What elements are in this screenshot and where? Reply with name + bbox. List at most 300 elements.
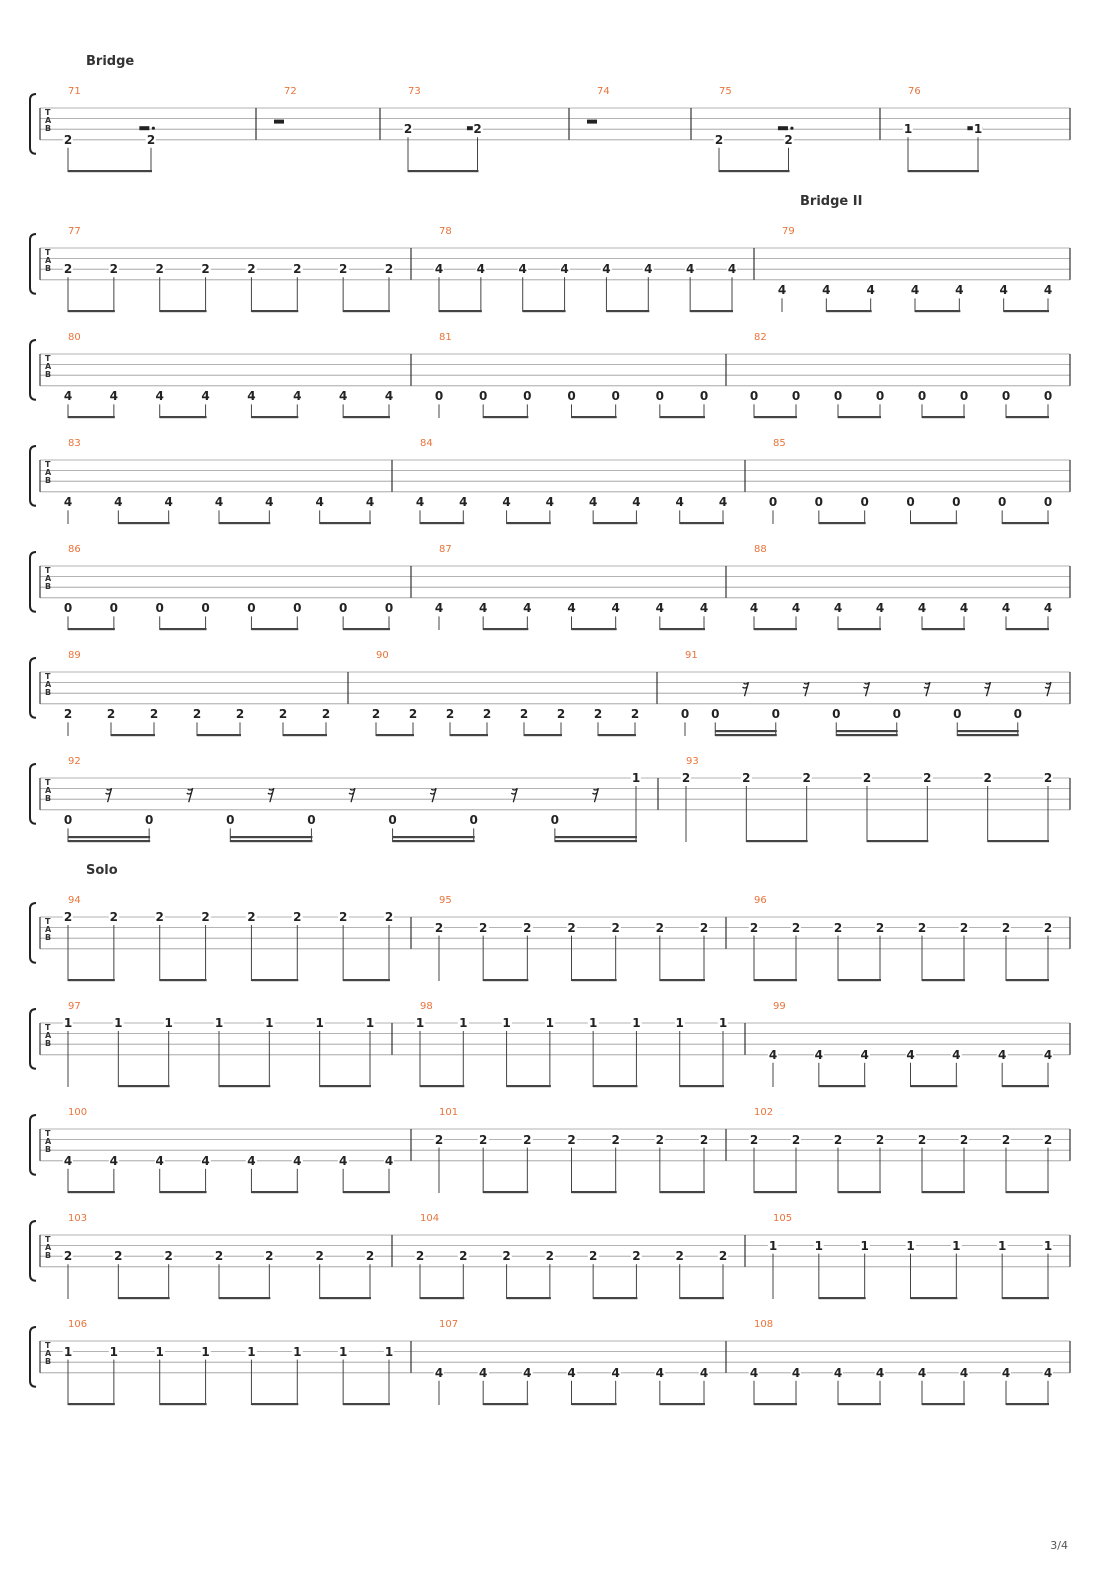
- fret-number: 4: [655, 601, 665, 616]
- fret-number: 4: [545, 495, 555, 510]
- fret-number: 2: [293, 910, 302, 924]
- measure-number: 101: [439, 1107, 459, 1118]
- system-bracket: [30, 1009, 36, 1069]
- measure-number: 91: [685, 650, 698, 661]
- fret-number: 4: [247, 389, 256, 404]
- fret-number: 1: [164, 1016, 173, 1030]
- tab-clef-letter: T: [45, 247, 51, 257]
- fret-number: 4: [293, 1153, 302, 1168]
- fret-number: 1: [768, 1238, 778, 1253]
- fret-number: 2: [434, 1132, 444, 1147]
- tab-clef-letter: T: [45, 459, 51, 469]
- fret-number: 2: [699, 920, 709, 935]
- fret-number: 2: [742, 771, 751, 785]
- measure-number: 72: [284, 86, 297, 97]
- fret-number: 0: [791, 389, 801, 404]
- beam: [251, 310, 298, 312]
- measure-number: 75: [719, 86, 732, 97]
- tab-clef-letter: T: [45, 1340, 51, 1350]
- fret-number: 4: [567, 1365, 576, 1380]
- beam: [911, 1297, 958, 1299]
- fret-number: 2: [247, 910, 256, 924]
- measure-number: 104: [420, 1213, 440, 1224]
- fret-number: 4: [415, 495, 425, 510]
- fret-number: 0: [384, 601, 394, 616]
- beam: [819, 1297, 866, 1299]
- beam: [450, 734, 488, 736]
- fret-number: 4: [685, 262, 695, 277]
- beam: [660, 628, 705, 630]
- fret-number: 4: [523, 601, 532, 616]
- beam: [660, 1191, 705, 1193]
- fret-number: 2: [371, 707, 381, 722]
- beam: [420, 1297, 464, 1299]
- fret-number: 2: [403, 122, 413, 137]
- fret-number: 1: [631, 771, 641, 785]
- fret-number: 2: [201, 910, 210, 924]
- system-bracket: [30, 94, 36, 154]
- fret-number: 0: [680, 707, 690, 722]
- beam: [68, 979, 115, 981]
- fret-number: 4: [655, 1365, 665, 1380]
- tab-clef-letter: A: [45, 924, 52, 934]
- beam: [507, 1085, 551, 1087]
- beam: [838, 1191, 881, 1193]
- section-label: Bridge II: [800, 194, 863, 209]
- fret-number: 4: [523, 1365, 532, 1380]
- fret-number: 0: [860, 495, 869, 510]
- fret-number: 0: [201, 601, 210, 616]
- fret-number: 2: [478, 920, 488, 935]
- thirty-second-rest: [592, 788, 598, 802]
- beam: [836, 734, 898, 736]
- fret-number: 2: [478, 1132, 488, 1147]
- thirty-second-rest: [268, 788, 274, 802]
- fret-number: 2: [556, 707, 566, 722]
- fret-number: 0: [523, 389, 532, 404]
- fret-number: 4: [459, 495, 468, 510]
- fret-number: 1: [293, 1344, 302, 1359]
- beam: [320, 522, 371, 524]
- beam: [754, 979, 797, 981]
- measure-number: 108: [754, 1319, 774, 1330]
- beam: [715, 734, 777, 736]
- beam: [826, 310, 871, 312]
- fret-number: 2: [384, 910, 394, 924]
- fret-number: 2: [1043, 920, 1053, 935]
- fret-number: 4: [997, 1047, 1007, 1062]
- beam: [572, 628, 617, 630]
- fret-number: 4: [952, 1047, 961, 1062]
- whole-rest: [274, 120, 284, 124]
- fret-number: 2: [315, 1249, 324, 1264]
- fret-number: 1: [973, 122, 983, 137]
- system-bracket: [30, 234, 36, 294]
- fret-number: 0: [997, 495, 1007, 510]
- fret-number: 2: [917, 1132, 927, 1147]
- fret-number: 2: [1043, 771, 1053, 785]
- beam-secondary: [230, 836, 312, 838]
- thirty-second-rest: [430, 788, 436, 802]
- fret-number: 4: [833, 601, 843, 616]
- fret-number: 0: [469, 813, 478, 828]
- tab-clef-letter: B: [45, 1039, 52, 1049]
- fret-number: 2: [265, 1249, 274, 1264]
- measure-number: 89: [68, 650, 81, 661]
- beam: [680, 1297, 724, 1299]
- fret-number: 1: [903, 122, 913, 137]
- fret-number: 2: [833, 920, 843, 935]
- measure-number: 90: [376, 650, 389, 661]
- beam: [1006, 416, 1049, 418]
- fret-number: 4: [644, 262, 653, 277]
- fret-number: 4: [1043, 601, 1053, 616]
- fret-number: 2: [149, 707, 159, 722]
- fret-number: 2: [833, 1132, 843, 1147]
- beam: [160, 1191, 207, 1193]
- beam: [219, 1085, 270, 1087]
- fret-number: 1: [675, 1016, 684, 1030]
- fret-number: 4: [875, 601, 885, 616]
- beam: [160, 628, 207, 630]
- fret-number: 1: [155, 1344, 164, 1359]
- fret-number: 1: [315, 1016, 324, 1030]
- tab-clef-letter: T: [45, 1022, 51, 1032]
- measure-number: 85: [773, 438, 786, 449]
- beam: [555, 840, 637, 842]
- measure-number: 76: [908, 86, 921, 97]
- fret-number: 2: [983, 771, 992, 785]
- half-rest: [139, 126, 149, 130]
- beam: [1002, 1085, 1049, 1087]
- beam: [118, 1085, 169, 1087]
- beam: [572, 979, 617, 981]
- fret-number: 4: [434, 1365, 444, 1380]
- fret-number: 0: [567, 389, 576, 404]
- fret-number: 0: [1013, 707, 1022, 722]
- fret-number: 2: [749, 920, 759, 935]
- fret-number: 4: [247, 1153, 256, 1168]
- fret-number: 2: [655, 920, 665, 935]
- fret-number: 0: [550, 813, 560, 828]
- page-number: 3/4: [1050, 1539, 1068, 1552]
- beam: [68, 840, 150, 842]
- fret-number: 2: [502, 1249, 511, 1264]
- thirty-second-rest: [743, 682, 749, 696]
- fret-number: 4: [822, 283, 831, 298]
- beam: [251, 1191, 298, 1193]
- fret-number: 0: [247, 601, 256, 616]
- fret-number: 0: [768, 495, 778, 510]
- fret-number: 2: [784, 132, 793, 147]
- beam: [118, 522, 169, 524]
- fret-number: 0: [952, 495, 961, 510]
- beam: [922, 1403, 965, 1405]
- fret-number: 0: [655, 389, 665, 404]
- fret-number: 4: [675, 495, 684, 510]
- fret-number: 0: [699, 389, 709, 404]
- thirty-second-rest: [864, 682, 870, 696]
- measure-number: 88: [754, 544, 767, 555]
- beam: [320, 1297, 371, 1299]
- measure-number: 105: [773, 1213, 793, 1224]
- fret-number: 4: [955, 283, 964, 298]
- measure-number: 106: [68, 1319, 88, 1330]
- fret-number: 0: [226, 813, 235, 828]
- fret-number: 1: [906, 1238, 915, 1253]
- fret-number: 4: [768, 1047, 778, 1062]
- fret-number: 0: [434, 389, 444, 404]
- measure-number: 107: [439, 1319, 459, 1330]
- fret-number: 1: [860, 1238, 869, 1253]
- beam: [111, 734, 155, 736]
- beam: [320, 1085, 371, 1087]
- fret-number: 4: [1001, 601, 1011, 616]
- fret-number: 4: [478, 601, 488, 616]
- fret-number: 2: [321, 707, 331, 722]
- fret-number: 1: [997, 1238, 1007, 1253]
- fret-number: 2: [923, 771, 932, 785]
- fret-number: 2: [63, 132, 73, 147]
- fret-number: 4: [63, 1153, 73, 1168]
- fret-number: 4: [155, 389, 164, 404]
- fret-number: 4: [833, 1365, 843, 1380]
- fret-number: 2: [749, 1132, 759, 1147]
- measure-number: 102: [754, 1107, 774, 1118]
- fret-number: 0: [611, 389, 620, 404]
- beam: [343, 310, 390, 312]
- beam: [572, 416, 617, 418]
- fret-number: 0: [892, 707, 901, 722]
- beam: [1006, 1403, 1049, 1405]
- beam: [838, 416, 881, 418]
- thirty-second-rest: [803, 682, 809, 696]
- fret-number: 2: [917, 920, 927, 935]
- fret-number: 4: [699, 601, 709, 616]
- fret-number: 0: [906, 495, 915, 510]
- beam: [988, 840, 1049, 842]
- fret-number: 1: [338, 1344, 348, 1359]
- measure-number: 96: [754, 895, 767, 906]
- section-label: Solo: [86, 863, 118, 878]
- fret-number: 4: [567, 601, 576, 616]
- fret-number: 4: [265, 495, 274, 510]
- measure-number: 97: [68, 1001, 81, 1012]
- measure-number: 73: [408, 86, 421, 97]
- fret-number: 2: [1001, 1132, 1011, 1147]
- measure-number: 79: [782, 226, 795, 237]
- measure-number: 92: [68, 756, 81, 767]
- fret-number: 1: [814, 1238, 824, 1253]
- beam: [408, 170, 479, 172]
- measure-number: 80: [68, 332, 81, 343]
- fret-number: 2: [415, 1249, 425, 1264]
- fret-number: 2: [862, 771, 872, 785]
- beam: [922, 416, 965, 418]
- fret-number: 0: [917, 389, 927, 404]
- fret-number: 0: [63, 601, 73, 616]
- beam-secondary: [393, 836, 475, 838]
- fret-number: 2: [545, 1249, 555, 1264]
- fret-number: 2: [875, 1132, 885, 1147]
- fret-number: 0: [1001, 389, 1011, 404]
- beam: [922, 628, 965, 630]
- fret-number: 1: [384, 1344, 394, 1359]
- fret-number: 2: [114, 1249, 123, 1264]
- fret-number: 2: [802, 771, 811, 785]
- fret-number: 1: [265, 1016, 274, 1030]
- beam: [754, 1403, 797, 1405]
- beam: [68, 416, 115, 418]
- thirty-second-rest: [187, 788, 193, 802]
- fret-number: 2: [293, 262, 302, 277]
- fret-number: 4: [999, 283, 1008, 298]
- fret-number: 4: [727, 262, 737, 277]
- fret-number: 4: [611, 601, 620, 616]
- fret-number: 4: [384, 389, 394, 404]
- fret-number: 4: [1043, 283, 1053, 298]
- beam: [343, 1403, 390, 1405]
- tab-clef-letter: A: [45, 785, 52, 795]
- beam: [483, 1403, 528, 1405]
- beam: [1004, 310, 1049, 312]
- rest-dot: [790, 127, 793, 130]
- whole-rest: [587, 120, 597, 124]
- fret-number: 1: [63, 1016, 73, 1030]
- fret-number: 4: [814, 1047, 824, 1062]
- beam: [219, 1297, 270, 1299]
- beam: [1006, 1191, 1049, 1193]
- fret-number: 2: [714, 132, 724, 147]
- fret-number: 2: [875, 920, 885, 935]
- fret-number: 4: [1043, 1365, 1053, 1380]
- beam: [660, 416, 705, 418]
- fret-number: 0: [711, 707, 720, 722]
- beam: [660, 1403, 705, 1405]
- fret-number: 1: [114, 1016, 123, 1030]
- fret-number: 0: [953, 707, 962, 722]
- beam: [572, 1191, 617, 1193]
- tab-clef-letter: T: [45, 1128, 51, 1138]
- beam: [593, 1085, 637, 1087]
- beam: [483, 1191, 528, 1193]
- fret-number: 0: [833, 389, 843, 404]
- measure-number: 74: [597, 86, 610, 97]
- fret-number: 0: [832, 707, 841, 722]
- fret-number: 2: [593, 707, 603, 722]
- fret-number: 2: [278, 707, 288, 722]
- beam: [68, 1403, 115, 1405]
- fret-number: 2: [109, 910, 119, 924]
- fret-number: 1: [459, 1016, 468, 1030]
- beam: [911, 1085, 958, 1087]
- fret-number: 2: [519, 707, 529, 722]
- fret-number: 0: [875, 389, 885, 404]
- tab-clef-letter: T: [45, 1234, 51, 1244]
- fret-number: 2: [473, 122, 482, 137]
- tab-clef-letter: B: [45, 1145, 52, 1155]
- beam: [867, 840, 928, 842]
- beam: [483, 628, 528, 630]
- fret-number: 4: [155, 1153, 164, 1168]
- tab-clef-letter: A: [45, 1136, 52, 1146]
- measure-number: 100: [68, 1107, 88, 1118]
- beam: [911, 522, 958, 524]
- beam: [1002, 1297, 1049, 1299]
- system-bracket: [30, 1327, 36, 1387]
- fret-number: 1: [718, 1016, 728, 1030]
- fret-number: 2: [1043, 1132, 1053, 1147]
- beam: [660, 979, 705, 981]
- fret-number: 2: [106, 707, 116, 722]
- beam-secondary: [836, 730, 898, 732]
- beam-secondary: [555, 836, 637, 838]
- fret-number: 2: [959, 920, 969, 935]
- tab-clef-letter: T: [45, 916, 51, 926]
- system-bracket: [30, 658, 36, 718]
- fret-number: 2: [408, 707, 418, 722]
- fret-number: 0: [144, 813, 154, 828]
- fret-number: 2: [718, 1249, 728, 1264]
- fret-number: 4: [214, 495, 224, 510]
- beam: [68, 310, 115, 312]
- fret-number: 2: [611, 920, 620, 935]
- fret-number: 4: [749, 601, 759, 616]
- fret-number: 4: [478, 1365, 488, 1380]
- rest-dot: [152, 127, 155, 130]
- tab-clef-letter: B: [45, 370, 52, 380]
- beam: [819, 1085, 866, 1087]
- thirty-second-rest: [1045, 682, 1051, 696]
- fret-number: 0: [771, 707, 780, 722]
- beam: [680, 1085, 724, 1087]
- beam: [690, 310, 733, 312]
- beam: [1002, 522, 1049, 524]
- fret-number: 4: [365, 495, 375, 510]
- fret-number: 2: [63, 707, 73, 722]
- fret-number: 4: [164, 495, 173, 510]
- beam: [908, 170, 979, 172]
- system-bracket: [30, 764, 36, 824]
- beam: [523, 310, 566, 312]
- fret-number: 4: [1001, 1365, 1011, 1380]
- beam: [483, 416, 528, 418]
- beam: [230, 840, 312, 842]
- fret-number: 4: [791, 1365, 801, 1380]
- fret-number: 2: [63, 262, 73, 277]
- beam: [251, 416, 298, 418]
- fret-number: 1: [201, 1344, 210, 1359]
- fret-number: 4: [632, 495, 641, 510]
- beam: [160, 1403, 207, 1405]
- fret-number: 4: [611, 1365, 620, 1380]
- fret-number: 2: [1001, 920, 1011, 935]
- fret-number: 4: [777, 283, 787, 298]
- measure-number: 77: [68, 226, 81, 237]
- fret-number: 4: [384, 1153, 394, 1168]
- fret-number: 4: [791, 601, 801, 616]
- tab-clef-letter: B: [45, 794, 52, 804]
- fret-number: 4: [699, 1365, 709, 1380]
- beam: [160, 416, 207, 418]
- fret-number: 2: [192, 707, 202, 722]
- beam: [719, 170, 790, 172]
- fret-number: 1: [415, 1016, 425, 1030]
- beam: [393, 840, 475, 842]
- fret-number: 4: [959, 1365, 969, 1380]
- beam: [507, 1297, 551, 1299]
- fret-number: 4: [875, 1365, 885, 1380]
